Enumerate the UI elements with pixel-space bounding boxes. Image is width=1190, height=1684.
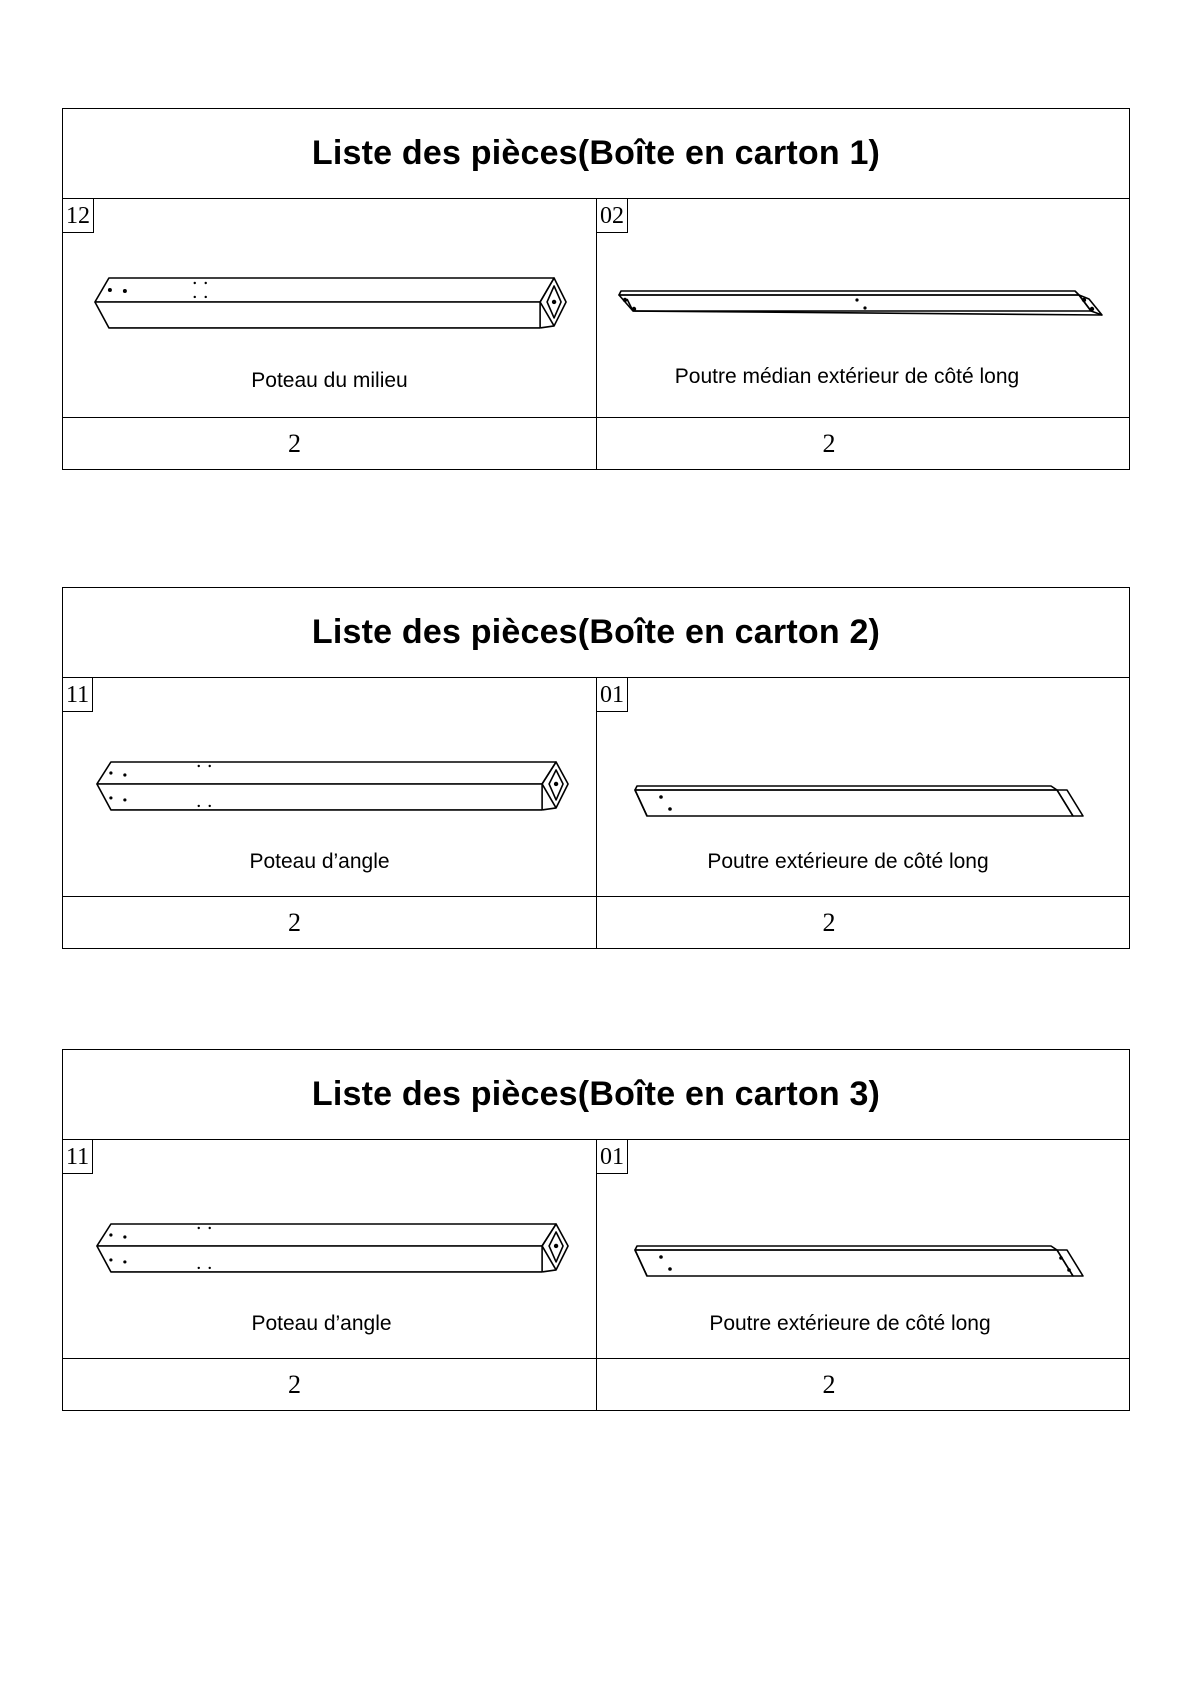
part-number: 11 bbox=[63, 678, 93, 712]
table-title-row bbox=[63, 109, 1129, 199]
table-title-row bbox=[63, 1050, 1129, 1140]
square-post-icon bbox=[63, 1140, 596, 1310]
part-cell-right bbox=[597, 1140, 1129, 1358]
flat-beam-icon bbox=[597, 1140, 1129, 1310]
part-cell-left bbox=[63, 199, 597, 417]
part-cell-left bbox=[63, 1140, 597, 1358]
part-name: Poteau du milieu bbox=[251, 369, 408, 392]
part-quantity: 2 bbox=[63, 418, 597, 470]
part-name: Poutre médian extérieur de côté long bbox=[674, 365, 1020, 388]
table-title: Liste des pièces(Boîte en carton 2) bbox=[311, 613, 881, 651]
part-number: 02 bbox=[597, 199, 628, 233]
table-title: Liste des pièces(Boîte en carton 3) bbox=[311, 1075, 881, 1113]
part-number: 11 bbox=[63, 1140, 93, 1174]
part-name: Poutre extérieure de côté long bbox=[707, 850, 989, 873]
quantity-row bbox=[63, 1358, 1129, 1410]
table-title-row bbox=[63, 588, 1129, 678]
part-cell-left bbox=[63, 678, 597, 896]
part-cell-right bbox=[597, 199, 1129, 417]
flat-beam-icon bbox=[597, 199, 1129, 369]
parts-table-carton-3 bbox=[62, 1049, 1130, 1411]
part-number: 12 bbox=[63, 199, 94, 233]
parts-table-carton-1 bbox=[62, 108, 1130, 470]
part-quantity: 2 bbox=[822, 429, 836, 458]
part-number: 01 bbox=[597, 678, 628, 712]
part-name: Poteau d’angle bbox=[249, 850, 390, 873]
square-post-icon bbox=[63, 199, 596, 369]
square-post-icon bbox=[63, 678, 596, 848]
quantity-row bbox=[63, 417, 1129, 469]
quantity-row bbox=[63, 896, 1129, 948]
part-name: Poutre extérieure de côté long bbox=[709, 1312, 991, 1335]
part-quantity: 2 bbox=[822, 908, 836, 937]
part-number: 01 bbox=[597, 1140, 628, 1174]
table-title: Liste des pièces(Boîte en carton 1) bbox=[311, 134, 881, 172]
flat-beam-icon bbox=[597, 678, 1129, 848]
part-quantity: 2 bbox=[822, 1370, 836, 1399]
parts-table-carton-2 bbox=[62, 587, 1130, 949]
part-cell-right bbox=[597, 678, 1129, 896]
part-quantity: 2 bbox=[63, 1359, 597, 1411]
part-name: Poteau d’angle bbox=[251, 1312, 392, 1335]
part-quantity: 2 bbox=[63, 897, 597, 949]
